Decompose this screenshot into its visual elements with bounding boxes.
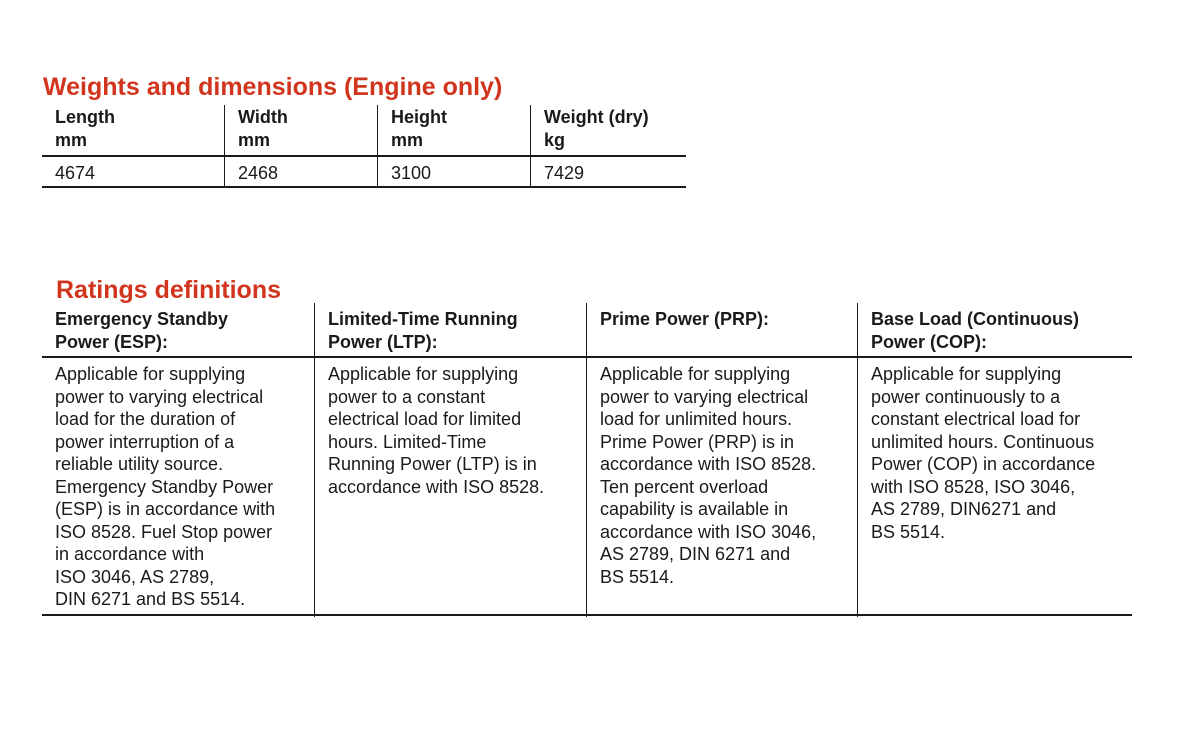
column-header: Height mm [391, 107, 447, 150]
cell-value: 2468 [238, 163, 279, 183]
column-header: Length mm [55, 107, 115, 150]
table-column-height [377, 105, 531, 188]
table-bottom-rule [42, 614, 1132, 616]
table-column-esp [42, 303, 314, 617]
column-body-text: Applicable for supplying power to a constant electrical load for limited hours. Limited-Time Running Power (LTP) is in accordance with ISO 8528. [328, 364, 545, 497]
table-column-prp [586, 303, 858, 617]
cell-value: 7429 [544, 163, 585, 183]
column-header: Base Load (Continuous) Power (COP): [871, 309, 1079, 352]
column-header: Prime Power (PRP): [600, 309, 770, 329]
ratings-definitions-table [42, 303, 1132, 617]
weights-section-title: Weights and dimensions (Engine only) [43, 73, 503, 101]
table-column-cop [857, 303, 1133, 617]
weights-dimensions-table [42, 105, 686, 188]
header-divider [42, 356, 1132, 358]
table-bottom-rule [42, 186, 686, 188]
table-column-ltp [314, 303, 587, 617]
table-column-weight [530, 105, 687, 188]
table-column-length [42, 105, 224, 188]
table-column-width [224, 105, 378, 188]
ratings-section-title: Ratings definitions [56, 276, 281, 304]
cell-value: 3100 [391, 163, 432, 183]
column-header: Width mm [238, 107, 288, 150]
column-header: Weight (dry) kg [544, 107, 649, 150]
column-body-text: Applicable for supplying power to varying electrical load for the duration of power interruption of a reliable utility source. Emergency Standby Power (ESP) is in accordance with ISO 8528. Fuel Stop power in accordance with ISO 3046, AS 2789, DIN 6271 and BS 5514. [55, 364, 276, 609]
column-body-text: Applicable for supplying power continuously to a constant electrical load for unlimited hours. Continuous Power (COP) in accordance with ISO 8528, ISO 3046, AS 2789, DIN6271 and BS 5514. [871, 364, 1096, 542]
cell-value: 4674 [55, 163, 96, 183]
column-header: Limited-Time Running Power (LTP): [328, 309, 518, 352]
column-body-text: Applicable for supplying power to varying electrical load for unlimited hours. Prime Power (PRP) is in accordance with ISO 8528. Ten percent overload capability is available in accordance with ISO 3046, AS 2789, DIN 6271 and BS 5514. [600, 364, 817, 587]
header-divider [42, 155, 686, 157]
column-header: Emergency Standby Power (ESP): [55, 309, 229, 352]
